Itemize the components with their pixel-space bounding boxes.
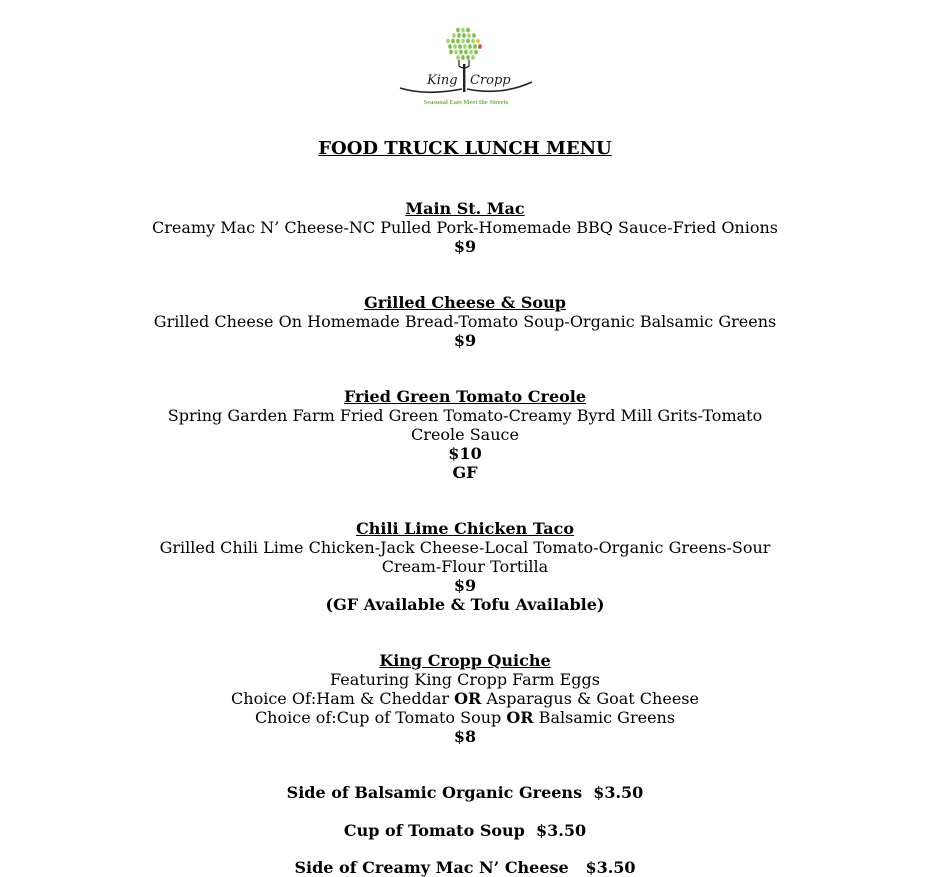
leaf-icon [452, 33, 456, 38]
item-price: $9 [453, 576, 477, 595]
menu-title: FOOD TRUCK LUNCH MENU [318, 138, 612, 159]
item-price: $9 [453, 237, 477, 256]
logo [396, 26, 536, 112]
swoosh-left-icon [400, 88, 462, 92]
tree-fork-logo-icon [396, 26, 536, 100]
choice-text: Balsamic Greens [533, 708, 676, 727]
leaf-icon [467, 33, 471, 38]
leaf-icon [459, 50, 463, 55]
leaf-icon [478, 44, 482, 49]
leaf-icon [461, 39, 465, 44]
leaf-icon [458, 44, 462, 49]
leaf-icon [461, 55, 465, 60]
item-name: King Cropp Quiche [379, 651, 551, 670]
or-text: OR [506, 708, 534, 727]
item-name: Main St. Mac [405, 199, 525, 218]
leaf-icon [456, 39, 460, 44]
leaf-icon [462, 33, 466, 38]
leaf-icon [456, 55, 460, 60]
leaf-icon [468, 44, 472, 49]
leaf-icon [448, 44, 452, 49]
item-choice [0, 708, 930, 727]
leaf-icon [472, 33, 476, 38]
choice-text: Choice Of:Ham & Cheddar [231, 689, 455, 708]
item-note: (GF Available & Tofu Available) [325, 595, 605, 614]
item-name: Fried Green Tomato Creole [343, 387, 587, 406]
item-description: Cream-Flour Tortilla [381, 557, 549, 576]
item-choice [0, 689, 930, 708]
leaf-icon [451, 39, 455, 44]
item-price: $8 [453, 727, 477, 746]
side-item: Side of Balsamic Organic Greens $3.50 [286, 783, 644, 802]
leaf-icon [461, 28, 465, 33]
or-text: OR [454, 689, 482, 708]
item-price: $9 [453, 331, 477, 350]
leaf-icon [456, 28, 460, 33]
item-description: Grilled Cheese On Homemade Bread-Tomato Soup-Organic Balsamic Greens [153, 312, 777, 331]
brand-left-text: King [427, 73, 458, 88]
leaf-icon [454, 50, 458, 55]
leaf-icon [474, 50, 478, 55]
leaf-icon [466, 28, 470, 33]
item-description: Grilled Chili Lime Chicken-Jack Cheese-Local Tomato-Organic Greens-Sour [159, 538, 771, 557]
brand-right-text: Cropp [470, 73, 511, 88]
item-price: $10 [448, 444, 482, 463]
leaf-icon [476, 39, 480, 44]
item-description: Creole Sauce [411, 425, 519, 444]
tree-leaves-icon [446, 28, 482, 60]
logo-tagline: Seasonal Eats Meet the Streets [423, 99, 509, 106]
leaf-icon [463, 44, 467, 49]
item-description: Featuring King Cropp Farm Eggs [330, 670, 600, 689]
item-description: Creamy Mac N’ Cheese-NC Pulled Pork-Homemade BBQ Sauce-Fried Onions [152, 218, 778, 237]
item-name: Chili Lime Chicken Taco [356, 519, 574, 538]
leaf-icon [453, 44, 457, 49]
item-name: Grilled Cheese & Soup [364, 293, 566, 312]
item-note: GF [452, 463, 478, 482]
choice-text: Asparagus & Goat Cheese [481, 689, 699, 708]
leaf-icon [471, 39, 475, 44]
leaf-icon [464, 50, 468, 55]
leaf-icon [473, 44, 477, 49]
leaf-icon [469, 50, 473, 55]
item-description: Spring Garden Farm Fried Green Tomato-Creamy Byrd Mill Grits-Tomato [167, 406, 763, 425]
leaf-icon [449, 50, 453, 55]
leaf-icon [471, 55, 475, 60]
leaf-icon [466, 55, 470, 60]
leaf-icon [466, 39, 470, 44]
side-item: Side of Creamy Mac N’ Cheese $3.50 [294, 858, 636, 877]
side-item: Cup of Tomato Soup $3.50 [343, 821, 587, 840]
leaf-icon [446, 39, 450, 44]
choice-text: Choice of:Cup of Tomato Soup [254, 708, 507, 727]
leaf-icon [457, 33, 461, 38]
